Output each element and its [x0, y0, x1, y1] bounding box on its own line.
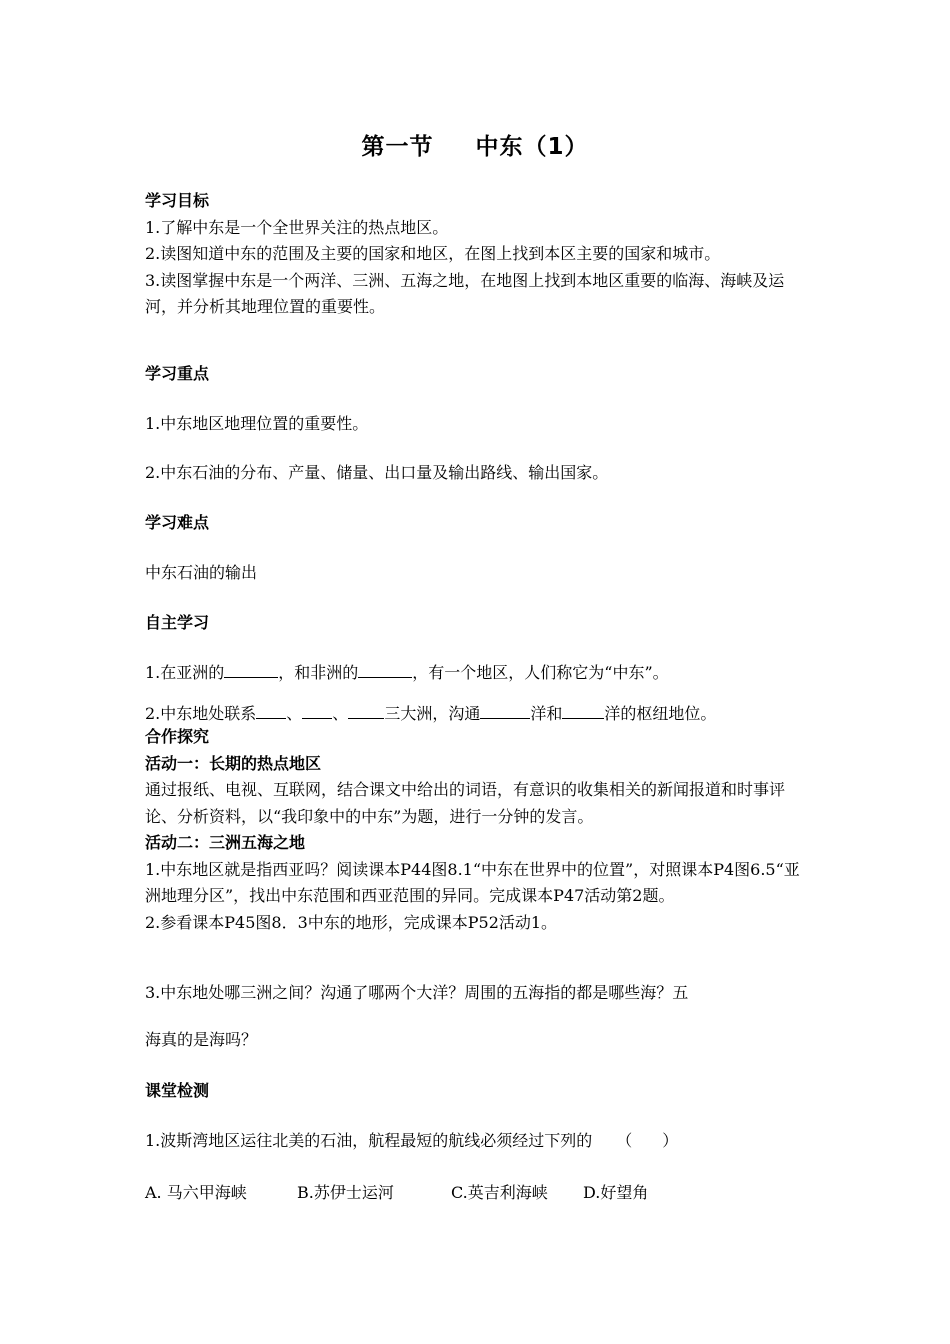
key-point-item: 1.中东地区地理位置的重要性。 — [145, 414, 369, 433]
difficulty-heading: 学习难点 — [145, 513, 210, 532]
blank-field[interactable] — [256, 700, 286, 719]
self-study-q1: 1.在亚洲的 ，和非洲的 ，有一个地区，人们称它为“中东”。 — [145, 659, 810, 687]
key-point-item: 2.中东石油的分布、产量、储量、出口量及输出路线、输出国家。 — [145, 463, 609, 482]
activity1-heading: 活动一：长期的热点地区 — [145, 753, 322, 773]
activity1-text: 通过报纸、电视、互联网，结合课文中给出的词语，有意识的收集相关的新闻报道和时事评论、分析资料，以“我印象中的中东”为题，进行一分钟的发言。 — [145, 780, 786, 826]
self-study-q2: 2.中东地处联系 、 、 三大洲，沟通 洋和 洋的枢纽地位。 — [145, 700, 810, 728]
self-study-heading: 自主学习 — [145, 613, 210, 632]
blank-field[interactable] — [348, 700, 384, 719]
cooperation-heading: 合作探究 — [145, 727, 210, 746]
answer-paren-open: （ — [616, 1131, 633, 1150]
blank-field[interactable] — [224, 659, 278, 678]
goals-heading: 学习目标 — [145, 191, 210, 210]
blank-field[interactable] — [480, 700, 530, 719]
answer-paren-close: ） — [662, 1131, 679, 1150]
quiz-heading: 课堂检测 — [145, 1081, 210, 1100]
title-section: 第一节 — [361, 134, 434, 160]
quiz-option-c: C.英吉利海峡 — [451, 1183, 548, 1202]
difficulty-text: 中东石油的输出 — [145, 563, 258, 582]
goal-item: 2.读图知道中东的范围及主要的国家和地区，在图上找到本区主要的国家和城市。 — [145, 244, 721, 263]
key-points-heading: 学习重点 — [145, 364, 210, 383]
activity2-q3-continued: 海真的是海吗？ — [145, 1030, 258, 1049]
blank-field[interactable] — [302, 700, 332, 719]
activity2-q1: 1.中东地区就是指西亚吗？阅读课本P44图8.1“中东在世界中的位置”，对照课本P4图6.5“亚洲地理分区”，找出中东范围和西亚范围的异同。完成课本P47活动第2题。 — [145, 859, 800, 905]
activity2-heading: 活动二：三洲五海之地 — [145, 833, 306, 852]
page-title — [0, 128, 950, 161]
goal-item: 1.了解中东是一个全世界关注的热点地区。 — [145, 217, 449, 237]
goal-item: 3.读图掌握中东是一个两洋、三洲、五海之地，在地图上找到本地区重要的临海、海峡及运河，并分析其地理位置的重要性。 — [145, 270, 785, 316]
quiz-option-b: B.苏伊士运河 — [297, 1183, 394, 1202]
blank-field[interactable] — [562, 700, 604, 719]
cooperation-section — [145, 724, 810, 936]
goals-section — [145, 188, 810, 321]
title-topic: 中东（1） — [475, 134, 589, 160]
activity2-q3: 3.中东地处哪三洲之间？沟通了哪两个大洋？周围的五海指的都是哪些海？五 — [145, 983, 689, 1002]
blank-field[interactable] — [358, 659, 412, 678]
quiz-question-1: 1.波斯湾地区运往北美的石油，航程最短的航线必须经过下列的 （ ） — [145, 1131, 679, 1150]
quiz-option-d: D.好望角 — [583, 1183, 649, 1202]
quiz-option-a: A. 马六甲海峡 — [145, 1183, 247, 1202]
activity2-q2: 2.参看课本P45图8．3中东的地形，完成课本P52活动1。 — [145, 912, 558, 932]
